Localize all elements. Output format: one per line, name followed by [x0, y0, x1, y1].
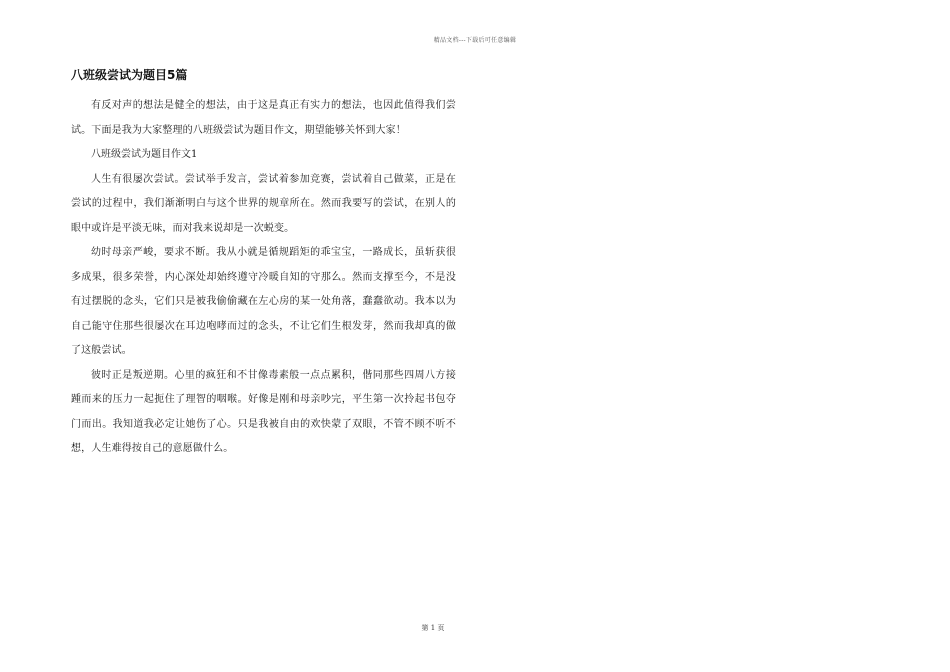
intro-paragraph: 有反对声的想法是健全的想法，由于这是真正有实力的想法，也因此值得我们尝试。下面是我为大家整理的八班级尝试为题目作文，期望能够关怀到大家！ [71, 100, 456, 136]
body-paragraph: 幼时母亲严峻，要求不断。我从小就是循规蹈矩的乖宝宝，一路成长，虽斩获很多成果，很多荣誉，内心深处却始终遵守冷暖自知的守那么。然而支撑至今，不是没有过摆脱的念头，它们只是被我偷偷藏在左心房的某一处角落，蠢蠢欲动。我本以为自己能守住那些很屡次在耳边咆哮而过的念头，不让它们生根发芽，然而我却真的做了这般尝试。 [71, 247, 456, 356]
essay-subtitle: 八班级尝试为题目作文1 [91, 149, 198, 160]
page-number: 第 1 页 [421, 624, 445, 632]
body-paragraph: 人生有很屡次尝试。尝试举手发言，尝试着参加竞赛，尝试着自己做菜，正是在尝试的过程中，我们渐渐明白与这个世界的规章所在。然而我要写的尝试，在别人的眼中或许是平淡无味，而对我来说却是一次蜕变。 [71, 173, 456, 234]
page-header: 精品文档---下载后可任意编辑 [433, 37, 517, 44]
document-body [71, 66, 456, 462]
body-paragraph: 彼时正是叛逆期。心里的疯狂和不甘像毒素般一点点累积，偕同那些四周八方接踵而来的压力一起扼住了理智的咽喉。好像是刚和母亲吵完，平生第一次拎起书包夺门而出。我知道我必定让她伤了心。只是我被自由的欢快蒙了双眼，不管不顾不听不想，人生难得按自己的意愿做什么。 [71, 369, 456, 454]
document-title: 八班级尝试为题目5篇 [71, 68, 188, 82]
